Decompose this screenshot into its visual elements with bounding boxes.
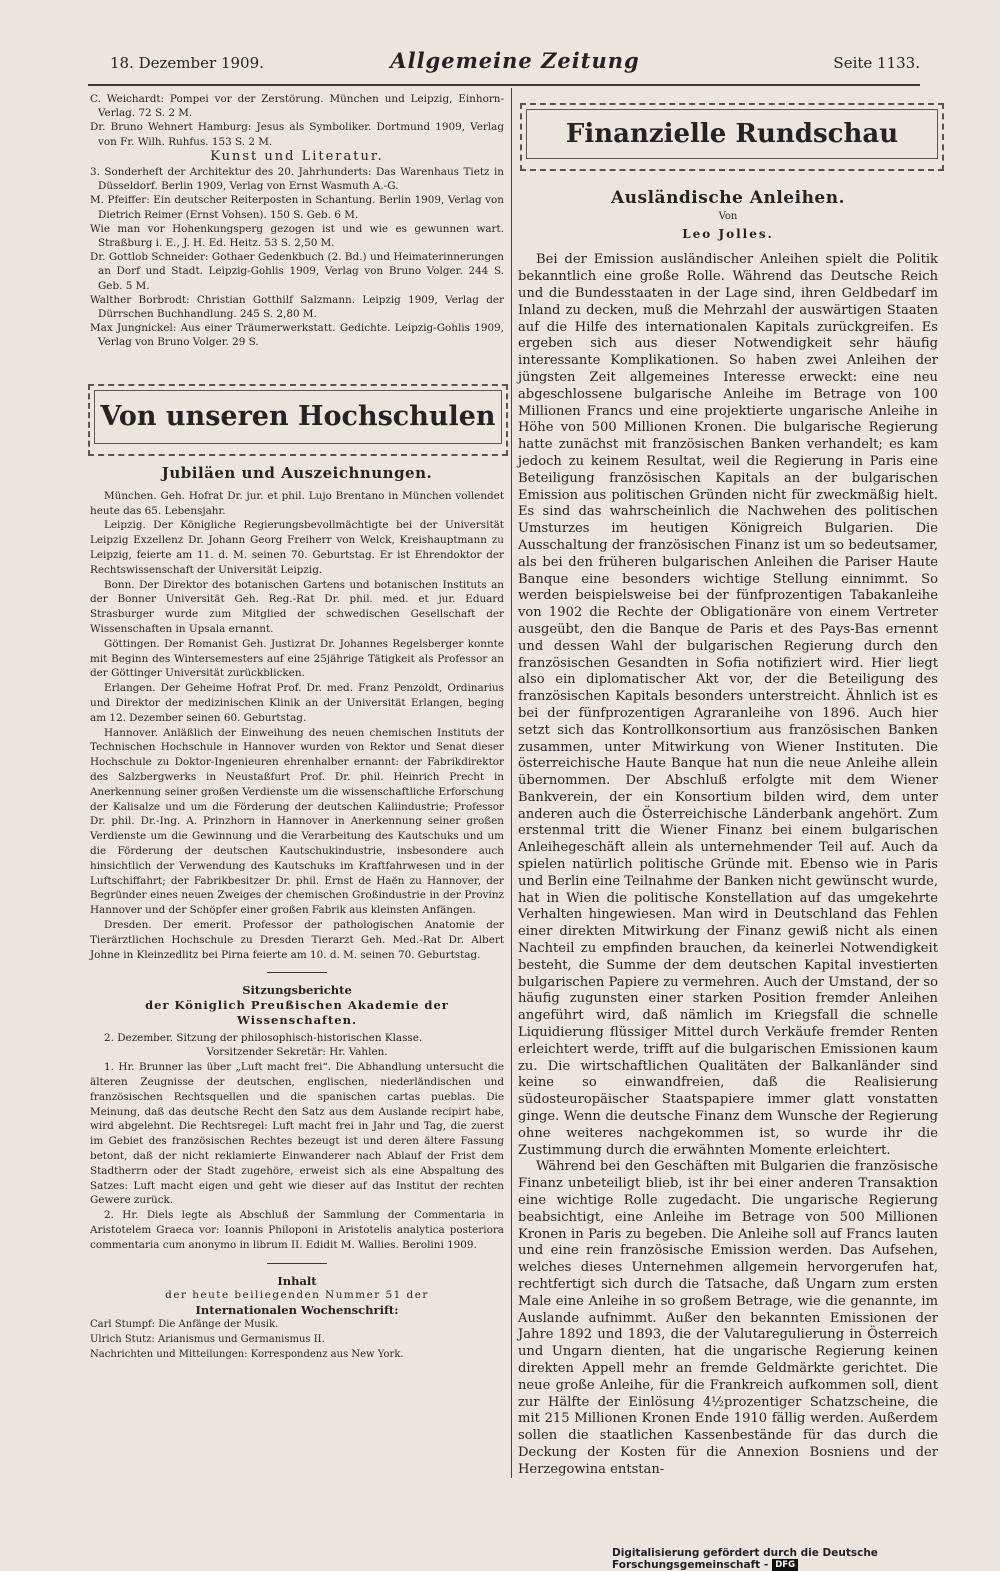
news-paragraph: München. Geh. Hofrat Dr. jur. et phil. Lujo Brentano in München vollendet heute das 65. Lebensjahr. xyxy=(90,489,504,517)
book-entry: M. Pfeiffer: Ein deutscher Reiterposten in Schantung. Berlin 1909, Verlag von Dietrich Reimer (Ernst Vohsen). 150 S. Geb. 6 M. xyxy=(90,194,504,221)
book-entry: C. Weichardt: Pompei vor der Zerstörung. München und Leipzig, Einhorn-Verlag. 72 S. 2 M. xyxy=(90,93,504,120)
book-entry: Dr. Bruno Wehnert Hamburg: Jesus als Symboliker. Dortmund 1909, Verlag von Fr. Wilh. Ruhfus. 153 S. 2 M. xyxy=(90,121,504,148)
book-entry: Walther Borbrodt: Christian Gotthilf Salzmann. Leipzig 1909, Verlag der Dürrschen Buchhandlung. 245 S. 2,80 M. xyxy=(90,293,504,321)
newspaper-title: Allgemeine Zeitung xyxy=(390,48,640,73)
inhalt-box xyxy=(90,1274,504,1363)
inhalt-line: Internationalen Wochenschrift: xyxy=(195,1303,399,1318)
finanz-banner xyxy=(520,103,944,171)
book-entry: Wie man vor Hohenkungsperg gezogen ist und wie es gewunnen wart. Straßburg i. E., J. H. Ed. Heitz. 53 S. 2,50 M. xyxy=(90,222,504,250)
inhalt-item: Ulrich Stutz: Arianismus und Germanismus II. xyxy=(90,1333,325,1345)
article-paragraph: Während bei den Geschäften mit Bulgarien die französische Finanz unbeteiligt blieb, ist ihr bei einer anderen Transaktion eine wichtige Rolle zugedacht. Die ungarische Regierung beabsichtigt, eine Anleihe im Betrage von 500 Millionen Kronen in Paris zu begeben. Die Anleihe soll auf Francs lauten und eine rein französische Emission werden. Das Aufsehen, welches dieses Unternehmen allgemein hervorgerufen hat, rechtfertigt sich durch die Tatsache, daß Ungarn zum ersten Male eine Anleihe in so großem Betrage, wie die genannte, im Auslande aufnimmt. Außer den bekannten Emissionen der Jahre 1892 und 1893, die der Valutaregulierung in Österreich und Ungarn dienten, hat die ungarische Regierung keinen direkten Appell mehr an fremde Geldmärkte gerichtet. Die neue große Anleihe, für die Frankreich aufkommen soll, dient zur Hälfte der Einlösung 4½prozentiger Schatzscheine, die mit 215 Millionen Kronen Ende 1910 fällig werden. Außerdem sollen die staatlichen Kassenbestände für das durch die Deckung der Kosten für die Annexion Bosniens und der Herzegowina entstan- xyxy=(518,1159,938,1477)
section-rule xyxy=(267,1263,327,1264)
news-paragraph: Göttingen. Der Romanist Geh. Justizrat Dr. Johannes Regelsberger konnte mit Beginn des Wintersemesters auf eine 25jährige Tätigkeit als Professor an der Göttinger Universität zurückblicken. xyxy=(90,637,504,680)
sitzung-subtitle: der Königlich Preußischen Akademie der Wissenschaften. xyxy=(145,998,449,1027)
section-rule xyxy=(267,972,327,973)
page-header xyxy=(110,48,920,88)
book-entry: 3. Sonderheft der Architektur des 20. Jahrhunderts: Das Warenhaus Tietz in Düsseldorf. Berlin 1909, Verlag von Ernst Wasmuth A.-G. xyxy=(90,166,504,193)
article-heading: Ausländische Anleihen. xyxy=(610,188,846,208)
news-paragraph: Hannover. Anläßlich der Einweihung des neuen chemischen Instituts der Technischen Hochschule in Hannover wurden von Rektor und Senat dieser Hochschule zu Doktor-Ingenieuren ehrenhalber ernannt: der Fabrikdirektor des Salzbergwerks in Neustaßfurt Prof. Dr. phil. Heinrich Precht in Anerkennung seiner großen Verdienste um die wissenschaftliche Erforschung der Kalisalze und um die Förderung der deutschen Kaliindustrie; Professor Dr. phil. Dr.-Ing. A. Prinzhorn in Hannover in Anerkennung seiner großen Verdienste um die Gewinnung und die Verarbeitung des Kautschuks und um die Förderung der deutschen Kautschukindustrie, insbesondere auch hinsichtlich der Verwendung des Kautschuks im Kraftfahrwesen und in der Luftschiffahrt; der Fabrikbesitzer Dr. phil. Ernst de Haën zu Hannover, der Begründer eines neuen Zweiges der chemischen Großindustrie in der Provinz Hannover und der Schöpfer einer großen Fabrik aus kleinsten Anfängen. xyxy=(90,726,504,917)
article-byline-von: Von xyxy=(718,210,738,222)
inhalt-item: Carl Stumpf: Die Anfänge der Musik. xyxy=(90,1319,279,1331)
news-paragraph: Leipzig. Der Königliche Regierungsbevollmächtigte bei der Universität Leipzig Exzellenz Dr. Johann Georg Freiherr von Welck, Kreishauptmann zu Leipzig, feierte am 11. d. M. seinen 70. Geburtstag. Er ist Ehrendoktor der Rechtswissenschaft der Universität Leipzig. xyxy=(90,519,504,576)
sitzung-chair: Vorsitzender Sekretär: Hr. Vahlen. xyxy=(206,1046,388,1059)
sitzung-paragraph: 1. Hr. Brunner las über „Luft macht frei“. Die Abhandlung untersucht die älteren Zeugnisse der deutschen, englischen, niederländischen und französischen Rechtsquellen und die spanischen cartas pueblas. Die Meinung, daß das deutsche Recht den Satz aus dem Auslande recipirt habe, wird abgelehnt. Die Rechtsregel: Luft macht frei in Jahr und Tag, die zuerst im Gebiet des französischen Rechtes bezeugt ist und deren ältere Fassung betont, daß der nicht reklamierte Einwanderer nach Ablauf der Frist dem Stadtherrn oder der Stadt zugehöre, erweist sich als eine Abspaltung des Satzes: Luft macht eigen und geht wie dieser auf das Institut der rechten Gewere zurück. xyxy=(90,1061,504,1207)
hochschulen-section xyxy=(90,462,504,1362)
inhalt-title: Inhalt xyxy=(277,1273,317,1288)
inhalt-item: Nachrichten und Mitteilungen: Korrespondenz aus New York. xyxy=(90,1348,404,1360)
page-number: Seite 1133. xyxy=(833,54,920,72)
news-paragraph: Dresden. Der emerit. Professor der pathologischen Anatomie der Tierärztlichen Hochschule zu Dresden Tierarzt Geh. Med.-Rat Dr. Albert Johne in Kleinzedlitz bei Pirna feierte am 10. d. M. seinen 70. Geburtstag. xyxy=(90,918,504,961)
sitzung-title: Sitzungsberichte xyxy=(242,983,352,998)
hochschulen-banner-title: Von unseren Hochschulen xyxy=(94,390,502,444)
book-list xyxy=(90,92,504,350)
news-paragraph: Bonn. Der Direktor des botanischen Gartens und botanischen Instituts an der Bonner Universität Geh. Reg.-Rat Dr. phil. med. et jur. Eduard Strasburger wurde zum Mitglied der schwedischen Gesellschaft der Wissenschaften in Upsala ernannt. xyxy=(90,578,504,635)
hochschulen-banner xyxy=(88,384,508,456)
jubilaeen-heading: Jubiläen und Auszeichnungen. xyxy=(161,464,433,482)
book-entry: Max Jungnickel: Aus einer Träumerwerkstatt. Gedichte. Leipzig-Gohlis 1909, Verlag von Bruno Volger. 29 S. xyxy=(90,322,504,349)
header-rule xyxy=(88,84,920,86)
sitzung-date-line: 2. Dezember. Sitzung der philosophisch-historischen Klasse. xyxy=(104,1031,423,1044)
footer-text: Digitalisierung gefördert durch die Deutsche Forschungsgemeinschaft - xyxy=(612,1547,878,1571)
article-paragraph: Bei der Emission ausländischer Anleihen spielt die Politik bekanntlich eine große Rolle. Während das Deutsche Reich und die Bundesstaaten in der Lage sind, ihren Geldbedarf im Inland zu decken, muß die Mehrzahl der auswärtigen Staaten auf die Hilfe des internationalen Kapitals zurückgreifen. Es ergeben sich aus dieser Notwendigkeit sehr häufig interessante Komplikationen. So haben zwei Anleihen der jüngsten Zeit allgemeines Interesse erweckt: eine neu abgeschlossene bulgarische Anleihe im Betrage von 100 Millionen Francs und eine projektierte ungarische Anleihe in Höhe von 500 Millionen Kronen. Die bulgarische Regierung hatte zunächst mit französischen Banken verhandelt; es kam jedoch zu keinem Resultat, weil die Regierung in Paris eine Beteiligung französischen Kapitals an der bulgarischen Emission aus politischen Gründen nicht für zweckmäßig hielt. Es sind das wahrscheinlich die Nachwehen des politischen Umsturzes im heutigen Königreich Bulgarien. Die Ausschaltung der französischen Finanz ist um so bedeutsamer, als bei den früheren bulgarischen Anleihen die Pariser Haute Banque eine besonders wichtige Stellung einnimmt. So werden beispielsweise bei der fünfprozentigen Tabakanleihe von 1902 die Rechte der Obligationäre von einem Vertreter ausgeübt, den die Banque de Paris et des Pays-Bas ernennt und dessen Wahl der bulgarischen Regierung durch den französischen Gesandten in Sofia notifiziert wird. Hier liegt also ein diplomatischer Akt vor, der die Beteiligung des französischen Kapitals besonders unterstreicht. Ähnlich ist es bei der fünfprozentigen Agraranleihe von 1896. Auch hier setzt sich das Kontrollkonsortium aus französischen Banken zusammen, unter Mitwirkung von Wiener Instituten. Die österreichische Haute Banque hat nun die neue Anleihe allein übernommen. Der Abschluß erfolgte mit dem Wiener Bankverein, der ein Konsortium bilden wird, dem unter anderen auch die Österreichische Länderbank angehört. Zum erstenmal tritt die Wiener Finanz bei einem bulgarischen Anleihegeschäft allein als unternehmender Teil auf. Auch da spielen natürlich politische Gründe mit. Ebenso wie in Paris und Berlin eine Teilnahme der Banken nicht gewünscht wurde, hat in Wien die politische Konstellation auf das umgekehrte Verhalten hingewiesen. Man wird in Deutschland das Fehlen einer direkten Mitwirkung der Finanz gewiß nicht als einen Nachteil zu empfinden brauchen, da keinerlei Notwendigkeit besteht, die Summe der dem deutschen Kapital investierten bulgarischen Papiere zu vermehren. Auch der Umstand, der so häufig zugunsten einer starken Position fremder Anleihen angeführt wird, daß nämlich im Kriegsfall die schnelle Liquidierung flüssiger Mittel durch Verkäufe fremder Renten erleichtert werde, trifft auf die bulgarischen Emissionen kaum zu. Die wirtschaftlichen Qualitäten der Balkanländer sind keine so einwandfreien, daß die Realisierung südosteuropäischer Staatspapiere immer glatt vonstatten ginge. Wenn die deutsche Finanz dem Wunsche der Regierung ohne weiteres nachgekommen ist, so wurde ihr die Zustimmung durch die erwähnten Momente erleichtert. xyxy=(518,252,938,1158)
book-entry: Dr. Gottlob Schneider: Gothaer Gedenkbuch (2. Bd.) und Heimaterinnerungen an Dorf und Stadt. Leipzig-Gohlis 1909, Verlag von Bruno Volger. 244 S. Geb. 5 M. xyxy=(90,251,504,292)
dfg-logo: DFG xyxy=(772,1559,798,1571)
digitization-footer xyxy=(612,1547,1000,1571)
article-author: Leo Jolles. xyxy=(682,226,774,241)
book-section-heading: Kunst und Literatur. xyxy=(210,148,384,164)
sitzung-paragraph: 2. Hr. Diels legte als Abschluß der Sammlung der Commentaria in Aristotelem Graeca vor: Ioannis Philoponi in Aristotelis analytica posteriora commentaria cum anonymo in librum II. Edidit M. Wallies. Berolini 1909. xyxy=(90,1209,504,1251)
finanz-banner-title: Finanzielle Rundschau xyxy=(526,109,938,159)
finanz-article xyxy=(518,186,938,1479)
column-divider xyxy=(511,88,512,1478)
inhalt-line: der heute beiliegenden Nummer 51 der xyxy=(165,1289,429,1302)
news-paragraph: Erlangen. Der Geheime Hofrat Prof. Dr. med. Franz Penzoldt, Ordinarius und Direktor der medizinischen Klinik an der Universität Erlangen, beging am 12. Dezember seinen 60. Geburtstag. xyxy=(90,682,504,724)
issue-date: 18. Dezember 1909. xyxy=(110,54,264,72)
